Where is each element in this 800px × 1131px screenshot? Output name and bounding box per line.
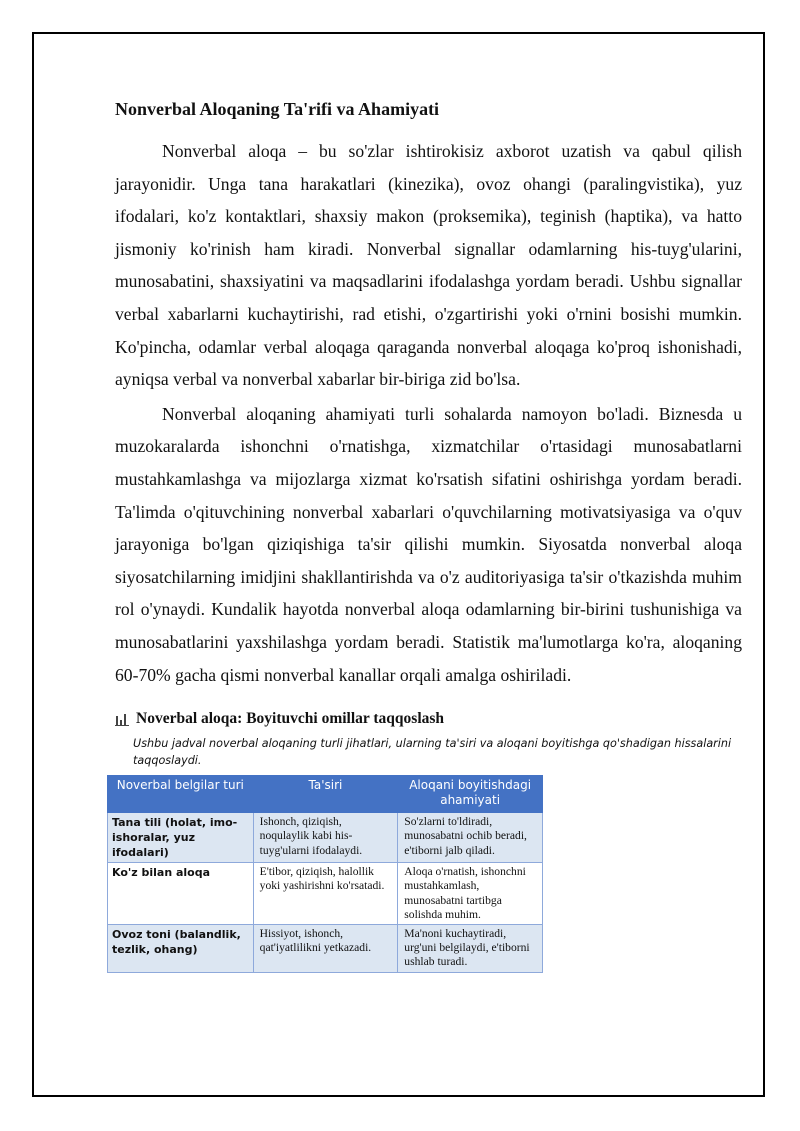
- column-header-effect: Ta'siri: [253, 776, 398, 813]
- document-body: [112, 97, 742, 973]
- table-caption: Ushbu jadval noverbal aloqaning turli jihatlari, ularning ta'siri va aloqani boyitishga qo'shadigan hissalarini taqqoslaydi.: [133, 737, 732, 768]
- table-row: [108, 813, 543, 863]
- table-cell: Hissiyot, ishonch, qat'iyatlilikni yetkazadi.: [253, 924, 398, 972]
- table-cell: Aloqa o'rnatish, ishonchni mustahkamlash, munosabatni tartibga solishda muhim.: [398, 863, 543, 925]
- table-cell: Ishonch, qiziqish, noqulaylik kabi his-tuyg'ularni ifodalaydi.: [253, 813, 398, 863]
- table-row: [108, 863, 543, 925]
- bar-chart-icon: [115, 713, 129, 726]
- table-header-row: [108, 776, 543, 813]
- paragraph-definition: Nonverbal aloqa – bu so'zlar ishtirokisiz axborot uzatish va qabul qilish jarayonidir. Unga tana harakatlari (kinezika), ovoz ohangi (paralingvistika), yuz ifodalari, ko'z kontaktlari, shaxsiy makon (proksemika), teginish (haptika), va hatto jismoniy ko'rinish ham kiradi. Nonverbal signallar odamlarning his-tuyg'ularini, munosabatini, shaxsiyatini va maqsadlarini ifodalashga yordam beradi. Ushbu signallar verbal xabarlarni kuchaytirishi, rad etishi, o'zgartirishi yoki o'rnini bosishi mumkin. Ko'pincha, odamlar verbal aloqaga qaraganda nonverbal aloqaga ko'proq ishonishadi, ayniqsa verbal va nonverbal xabarlar bir-biriga zid bo'lsa.: [115, 141, 742, 390]
- section-heading: Nonverbal Aloqaning Ta'rifi va Ahamiyati: [115, 99, 440, 119]
- table-cell: Tana tili (holat, imo-ishoralar, yuz ifodalari): [108, 813, 254, 863]
- table-heading: [115, 709, 742, 729]
- table-cell: Ovoz toni (balandlik, tezlik, ohang): [108, 924, 254, 972]
- table-cell: E'tibor, qiziqish, halollik yoki yashirishni ko'rsatadi.: [253, 863, 398, 925]
- table-row: [108, 924, 543, 972]
- table-cell: So'zlarni to'ldiradi, munosabatni ochib beradi, e'tiborni jalb qiladi.: [398, 813, 543, 863]
- table-cell: Ma'noni kuchaytiradi, urg'uni belgilaydi, e'tiborni ushlab turadi.: [398, 924, 543, 972]
- table-title: Noverbal aloqa: Boyituvchi omillar taqqoslash: [136, 710, 445, 728]
- column-header-importance: Aloqani boyitishdagi ahamiyati: [398, 776, 543, 813]
- paragraph-importance: Nonverbal aloqaning ahamiyati turli sohalarda namoyon bo'ladi. Biznesda u muzokaralarda ishonchni o'rnatishga, xizmatchilar o'rtasidagi munosabatlarni mustahkamlashga va mijozlarga xizmat ko'rsatish sifatini oshirishga yordam beradi. Ta'limda o'qituvchining nonverbal xabarlari o'quvchilarning motivatsiyasiga va o'quv jarayoniga bo'lgan qiziqishiga ta'sir qilishi mumkin. Siyosatda nonverbal aloqa siyosatchilarning imidjini shakllantirishda va o'z auditoriyasiga ta'sir o'tkazishda muhim rol o'ynaydi. Kundalik hayotda nonverbal aloqa odamlarning bir-birini tushunishiga va munosabatlarini yaxshilashga yordam beradi. Statistik ma'lumotlarga ko'ra, aloqaning 60-70% gacha qismi nonverbal kanallar orqali amalga oshiriladi.: [115, 403, 742, 685]
- column-header-sign-type: Noverbal belgilar turi: [108, 776, 254, 813]
- table-cell: Ko'z bilan aloqa: [108, 863, 254, 925]
- comparison-table: [107, 775, 543, 972]
